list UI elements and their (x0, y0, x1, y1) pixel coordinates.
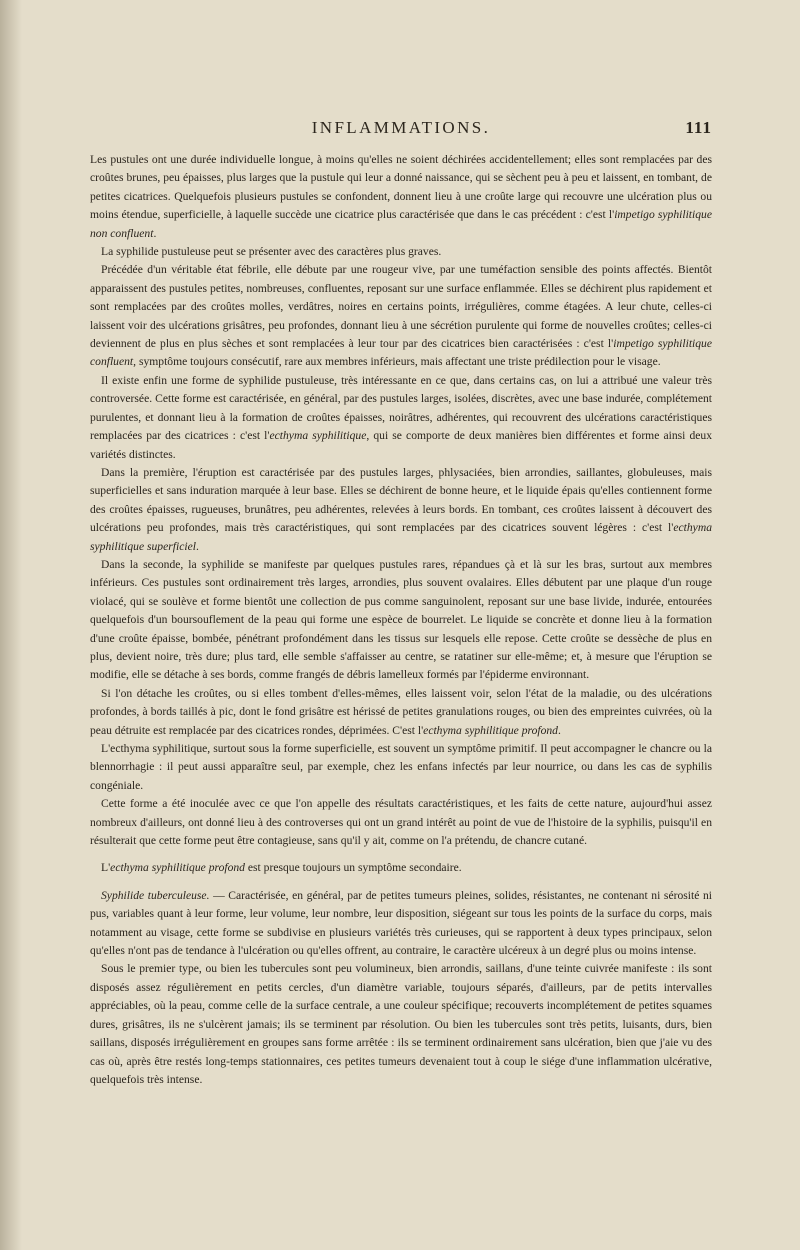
text-run: La syphilide pustuleuse peut se présenter avec des caractères plus graves. (101, 245, 442, 259)
text-run: — Caractérisée, en général, par de petites tumeurs pleines, solides, résistantes, ne contenant ni sérosité ni pus, variables quant à leur forme, leur volume, leur nombre, leur disposition, siégeant sur tous les points de la surface du corps, mais notamment au visage, cette forme se subdivise en plusieurs variétés très curieuses, qui se rapportent à deux types principaux, selon qu'elles n'ont pas de tendance à l'ulcération ou qu'elles offrent, au contraire, le caractère ulcéreux à un degré plus ou moins intense. (90, 888, 712, 958)
italic-term: impetigo syphilitique confluent (90, 337, 712, 369)
text-run: Précédée d'un véritable état fébrile, elle débute par une rougeur vive, par une tuméfaction sensible des points affectés. Bientôt apparaissent des pustules petites, nombreuses, confluentes, reposant sur une surface enflammée. Elles se déchirent plus rapidement et sont remplacées par des croûtes molles, verdâtres, noires en certains points, irrégulières, comme étagées. A leur chute, celles-ci laissent voir des ulcérations grisâtres, peu profondes, donnant lieu à une sécrétion purulente qui forme de nouvelles croûtes; celles-ci deviennent de plus en plus sèches et sont remplacées à leur tour par des cicatrices bien caractérisées : c'est l' (90, 263, 712, 351)
italic-term: impetigo syphilitique non confluent (90, 208, 712, 240)
paragraph (90, 556, 712, 685)
paragraph (90, 960, 712, 1089)
text-run: Les pustules ont une durée individuelle longue, à moins qu'elles ne soient déchirées accidentellement; elles sont remplacées par des croûtes brunes, peu épaisses, plus larges que la pustule qui leur a donné naissance, qui se sèchent peu à peu et laissent, en tombant, de petites cicatrices. Quelquefois plusieurs pustules se confondent, donnent lieu à une croûte large qui recouvre une ulcération plus ou moins étendue, superficielle, à laquelle succède une cicatrice plus caractérisée que dans le cas précédent : c'est l' (90, 153, 712, 222)
text-run: est presque toujours un symptôme secondaire. (244, 861, 462, 875)
text-run: Cette forme a été inoculée avec ce que l'on appelle des résultats caractéristiques, et les faits de cette nature, aujourd'hui assez nombreux d'ailleurs, ont donné lieu à des controverses qui ont un grand intérêt au point de vue de l'histoire de la syphilis, puisqu'il en résulterait que cette forme peut être contagieuse, sans qu'il y ait, comme on l'a prétendu, de chancre cutané. (90, 797, 712, 848)
text-run: . (153, 226, 157, 240)
paragraph (90, 887, 712, 961)
paragraph (90, 859, 712, 877)
text-run: L' (101, 861, 111, 875)
page-header (90, 118, 712, 140)
body-text (90, 151, 712, 1089)
text-run: , symptôme toujours consécutif, rare aux membres inférieurs, mais affectant une triste prédilection pour le visage. (133, 355, 661, 369)
page-number: 111 (685, 118, 712, 137)
text-run: Si l'on détache les croûtes, ou si elles tombent d'elles-mêmes, elles laissent voir, selon l'état de la maladie, ou des ulcérations profondes, à bords taillés à pic, dont le fond grisâtre est hérissé de petites granulations rouges, ou bien des empreintes cuivrées, où la peau détruite est remplacée par des cicatrices rondes, déprimées. C'est l' (90, 686, 712, 737)
paragraph (90, 795, 712, 850)
italic-term: ecthyma syphilitique profond (423, 723, 558, 737)
paragraph (90, 740, 712, 795)
text-run: Il existe enfin une forme de syphilide pustuleuse, très intéressante en ce que, dans certains cas, on lui a attribué une valeur très controversée. Cette forme est caractérisée, en général, par des pustules larges, isolées, discrètes, avec une base indurée, complétement purulentes, et donnant lieu à la formation de croûtes épaisses, noirâtres, adhérentes, qui recouvrent des ulcérations caractéristiques remplacées par des cicatrices : c'est l' (90, 373, 712, 443)
paragraph (90, 243, 712, 261)
text-run: L'ecthyma syphilitique, surtout sous la forme superficielle, est souvent un symptôme primitif. Il peut accompagner le chancre ou la blennorrhagie : il peut aussi apparaître seul, par exemple, chez les enfans infectés par leur nourrice, ou dans les cas de syphilis congéniale. (90, 742, 712, 792)
text-run: Sous le premier type, ou bien les tubercules sont peu volumineux, bien arrondis, saillans, d'une teinte cuivrée manifeste : ils sont disposés assez régulièrement en petits cercles, d'un diamètre variable, toujours séparés, d'ailleurs, par de petits intervalles appréciables, où la peau, comme celle de la surface centrale, a une couleur spécifique; recouverts incomplétement de petites squames dures, grisâtres, ils ne s'ulcèrent jamais; ils se terminent par résolution. Ou bien les tubercules sont très petits, luisants, durs, bien saillans, disposés irrégulièrement en groupes sans forme arrêtée : ils se terminent ordinairement sans ulcération, bien que j'aie vu des cas où, après être restés long-temps stationnaires, ces petites tumeurs devenaient tout à coup le siége d'une inflammation ulcérative, quelquefois très intense. (90, 962, 712, 1086)
paragraph (90, 464, 712, 556)
italic-term: ecthyma syphilitique superficiel (90, 521, 712, 553)
paragraph (90, 151, 712, 243)
paragraph (90, 261, 712, 371)
text-run: Dans la seconde, la syphilide se manifeste par quelques pustules rares, répandues çà et là sur les bras, surtout aux membres inférieurs. Ces pustules sont ordinairement très larges, arrondies, plus souvent ovalaires. Elles débutent par une plaque d'un rouge violacé, qui se soulève et forme bientôt une collection de pus comme sanguinolent, reposant sur une base livide, indurée, entourées quelquefois d'un boursouflement de la peau qui forme une espèce de bourrelet. Le liquide se concrète et donne lieu à la formation d'une croûte épaisse, bombée, pénétrant profondément dans les tissus sur lesquels elle repose. Cette croûte se dessèche de plus en plus, devient noire, très dure; plus tard, elle semble s'affaisser au centre, se ratatiner sur elle-même; et, à mesure que l'éruption se modifie, elle se détache à ses bords, comme frangés de débris lamelleux formés par l'épiderme environnant. (90, 557, 712, 682)
italic-term: ecthyma syphilitique profond (110, 861, 245, 875)
text-run: . (195, 539, 199, 553)
italic-term: ecthyma syphilitique (269, 429, 367, 443)
page-gutter-shadow (0, 0, 22, 1250)
text-run: . (557, 723, 561, 737)
text-run: Dans la première, l'éruption est caractérisée par des pustules larges, phlysaciées, bien arrondies, saillantes, globuleuses, mais superficielles et sans induration marquée à leur base. Elles se déchirent de bonne heure, et le liquide épais qu'elles contiennent forme des croûtes épaisses, rugueuses, brunâtres, peu adhérentes, relevées à leurs bords. En tombant, ces croûtes laissent à découvert des ulcérations peu profondes, mais très caractéristiques, qui sont remplacées par des cicatrices souvent légères : c'est l' (90, 465, 712, 535)
italic-term: Syphilide tuberculeuse. (101, 888, 210, 902)
paragraph (90, 372, 712, 464)
text-run: , qui se comporte de deux manières bien différentes et forme ainsi deux variétés distinctes. (90, 429, 713, 461)
running-title: INFLAMMATIONS. (311, 118, 491, 137)
paragraph (90, 685, 712, 740)
